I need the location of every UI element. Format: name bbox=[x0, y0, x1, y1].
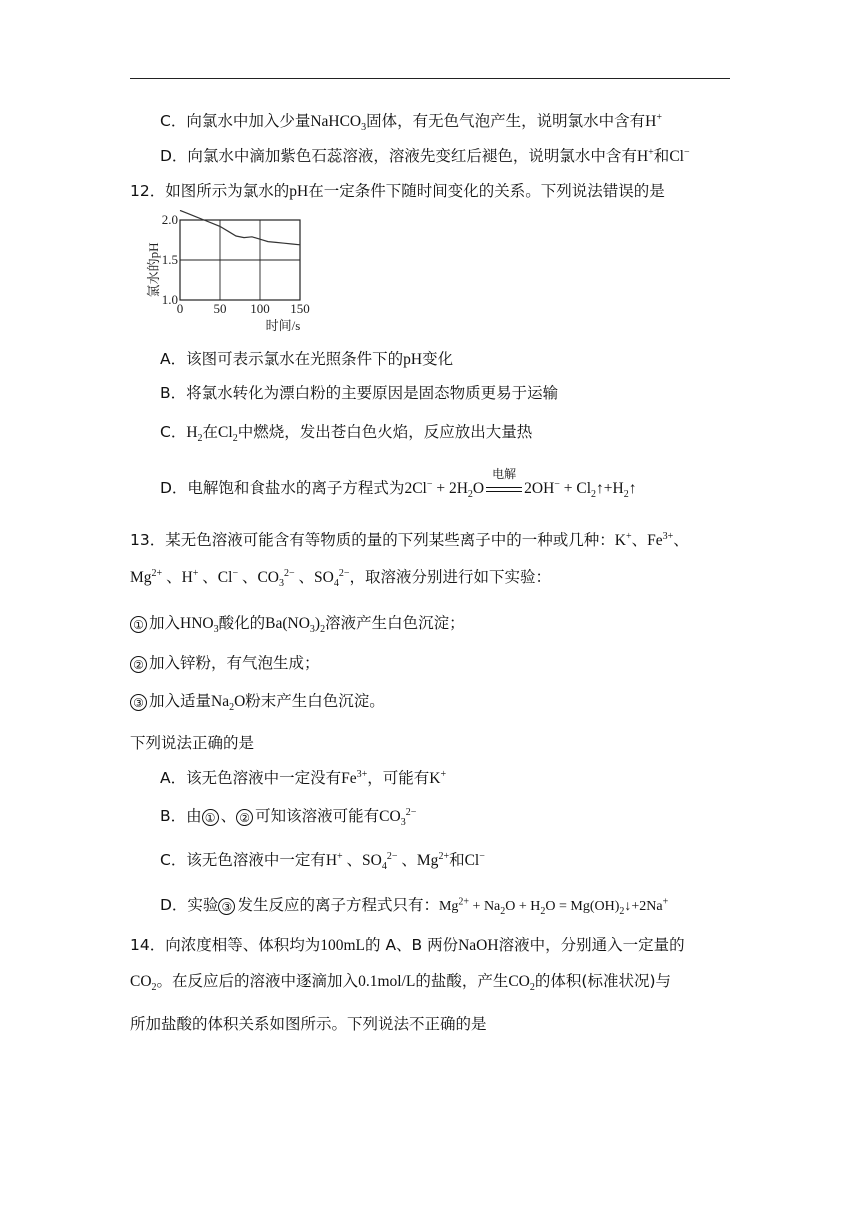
q12-option-a: A．该图可表示氯水在光照条件下的pH变化 bbox=[160, 350, 454, 368]
q13-option-c: C．该无色溶液中一定有H+ 、$SO_4^{2-}$ 、$Mg^{2+}$和Cl− bbox=[160, 850, 485, 873]
q12-stem: 12．如图所示为氯水的pH在一定条件下随时间变化的关系。下列说法错误的是 bbox=[130, 182, 665, 200]
ph-series-line bbox=[180, 210, 300, 244]
y-axis-label: 氯水的pH bbox=[146, 242, 161, 298]
x-tick-label: 150 bbox=[290, 301, 310, 316]
y-tick-label: 1.0 bbox=[161, 292, 178, 307]
q12-option-b: B．将氯水转化为漂白粉的主要原因是固态物质更易于运输 bbox=[160, 384, 559, 402]
circled-two: ② bbox=[130, 656, 147, 673]
q13-step-3: ③ 加入适量$Na_2O$粉末产生白色沉淀。 bbox=[130, 689, 385, 714]
q13-option-d: D．实验 ③ 发生反应的离子方程式只有：$Mg^{2+} + Na_2O + H_2O$ = $Mg(OH)_2↓+2Na^+$ bbox=[160, 896, 669, 917]
x-tick-label: 100 bbox=[250, 301, 270, 316]
y-tick-label: 1.5 bbox=[161, 252, 178, 267]
header-rule bbox=[130, 78, 730, 79]
q13-option-a: A．该无色溶液中一定没有$Fe^{3+}$，可能有K+ bbox=[160, 768, 447, 787]
q14-line-1: 14．向浓度相等、体积均为100mL的 A、B 两份NaOH溶液中，分别通入一定量的 bbox=[130, 936, 685, 954]
q13-step-2: ② 加入锌粉，有气泡生成； bbox=[130, 651, 320, 675]
q13-stem-line1: 13．某无色溶液可能含有等物质的量的下列某些离子中的一种或几种：K+、$Fe^{3+}$、 bbox=[130, 530, 689, 549]
x-axis-label: 时间/s bbox=[265, 318, 301, 333]
q14-line-2: $CO_2$。在反应后的溶液中逐滴加入0.1mol/L的盐酸，产生$CO_2$的体积(标准状况)与 bbox=[130, 972, 671, 994]
q11-option-d: D．向氯水中滴加紫色石蕊溶液，溶液先变红后褪色，说明氯水中含有H+和Cl− bbox=[160, 146, 690, 165]
chart-grid bbox=[180, 220, 300, 300]
x-tick-label: 0 bbox=[176, 301, 184, 316]
q13-question: 下列说法正确的是 bbox=[130, 734, 255, 752]
q11-option-c: C．向氯水中加入少量NaHCO$_3$固体，有无色气泡产生，说明氯水中含有H+ bbox=[160, 111, 662, 134]
circled-one: ① bbox=[130, 616, 147, 633]
y-tick-label: 2.0 bbox=[161, 212, 178, 227]
q12-option-d: D．电解饱和食盐水的离子方程式为$2Cl^- + 2H_2O$ 电解 $2OH^- + Cl_2↑+H_2↑$ bbox=[160, 467, 637, 501]
x-tick-label: 50 bbox=[213, 301, 227, 316]
circled-three: ③ bbox=[130, 694, 147, 711]
q12-option-c: C．$H_2$在$Cl_2$中燃烧，发出苍白色火焰，反应放出大量热 bbox=[160, 423, 533, 445]
q13-step-1: ① 加入$HNO_3$酸化的$Ba(NO_3)_2$溶液产生白色沉淀； bbox=[130, 611, 465, 636]
ph-time-chart bbox=[138, 210, 318, 335]
q14-line-3: 所加盐酸的体积关系如图所示。下列说法不正确的是 bbox=[130, 1015, 487, 1033]
q13-stem-line2: $Mg^{2+}$ 、H+ 、Cl− 、$CO_3^{2-}$ 、$SO_4^{2-}$，取溶液分别进行如下实验： bbox=[130, 567, 551, 590]
q13-option-b: B．由 ① 、 ② 可知该溶液可能有$CO_3^{2-}$ bbox=[160, 806, 417, 829]
